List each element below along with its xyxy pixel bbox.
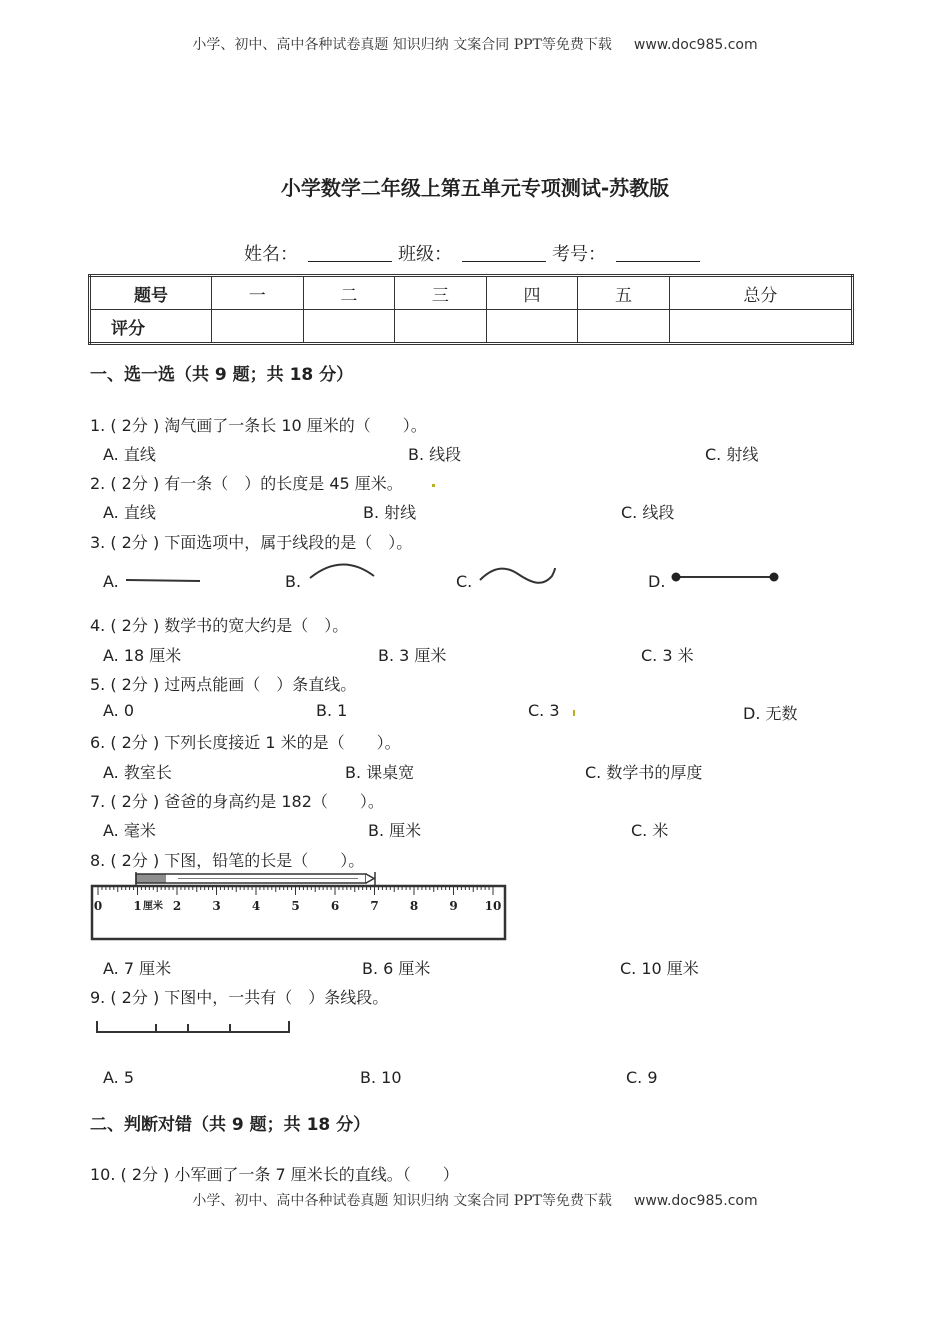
ruler-tick-label: 8 [409,899,419,913]
q6-option-c[interactable]: C. 数学书的厚度 [585,763,703,782]
score-input-cell[interactable] [578,310,670,344]
q7-option-a[interactable]: A. 毫米 [103,821,156,840]
q9-option-b[interactable]: B. 10 [360,1068,402,1087]
q9-option-c[interactable]: C. 9 [626,1068,658,1087]
ruler-with-pencil-figure [88,872,510,944]
question-6-stem: 6. ( 2分 ) 下列长度接近 1 米的是（ ）。 [90,733,401,752]
q8-option-a[interactable]: A. 7 厘米 [103,959,172,978]
q8-option-c[interactable]: C. 10 厘米 [620,959,699,978]
score-table-header-row [90,276,853,310]
segment-with-endpoints-figure [668,568,784,588]
q7-option-b[interactable]: B. 厘米 [368,821,422,840]
q2-option-c[interactable]: C. 线段 [621,503,675,522]
question-8-stem: 8. ( 2分 ) 下图，铅笔的长是（ ）。 [90,851,365,870]
footer-site[interactable]: www.doc985.com [633,1193,758,1209]
ruler-tick-label: 9 [449,899,458,913]
segment-points-figure [94,1018,294,1036]
score-cell: 四 [486,276,578,310]
q4-option-b[interactable]: B. 3 厘米 [378,646,447,665]
wavy-line-figure [478,562,562,588]
question-4-stem: 4. ( 2分 ) 数学书的宽大约是（ ）。 [90,616,349,635]
q5-option-c[interactable]: C. 3 [528,701,560,720]
q4-option-a[interactable]: A. 18 厘米 [103,646,182,665]
score-input-cell[interactable] [212,310,304,344]
score-input-cell[interactable] [669,310,852,344]
q7-option-c[interactable]: C. 米 [631,821,669,840]
score-cell: 题号 [90,276,212,310]
q3-option-c[interactable]: C. [456,572,473,591]
arc-figure [306,558,378,584]
speck-mark [432,484,435,487]
question-10-stem: 10. ( 2分 ) 小军画了一条 7 厘米长的直线。（ ） [90,1165,459,1184]
question-9-stem: 9. ( 2分 ) 下图中，一共有（ ）条线段。 [90,988,389,1007]
ruler-tick-label: 0 [93,899,103,913]
q5-option-a[interactable]: A. 0 [103,701,135,720]
score-table [88,274,854,345]
ruler-tick-label: 5 [291,899,300,913]
q9-option-a[interactable]: A. 5 [103,1068,135,1087]
score-table-score-row [90,310,853,344]
header-text: 小学、初中、高中各种试卷真题 知识归纳 文案合同 PPT等免费下载 [192,37,612,53]
q2-option-a[interactable]: A. 直线 [103,503,156,522]
ruler-tick-label: 4 [251,899,261,913]
score-input-cell[interactable] [395,310,487,344]
q6-option-a[interactable]: A. 教室长 [103,763,172,782]
page-title: 小学数学二年级上第五单元专项测试-苏教版 [280,176,670,200]
ruler-tick-label: 6 [330,899,340,913]
q3-option-d[interactable]: D. [648,572,666,591]
q1-option-c[interactable]: C. 射线 [705,445,759,464]
exam-label: 考号： [552,244,606,265]
pencil-icon [136,874,374,883]
class-label: 班级： [398,244,452,265]
ruler-tick-label: 3 [212,899,221,913]
score-cell: 三 [395,276,487,310]
q5-option-d[interactable]: D. 无数 [743,704,798,723]
ruler-tick-label: 1 [133,899,142,913]
question-3-stem: 3. ( 2分 ) 下面选项中，属于线段的是（ ）。 [90,533,413,552]
ruler-unit-label: 厘米 [143,901,163,912]
score-cell: 五 [578,276,670,310]
ruler-tick-label: 10 [484,899,502,913]
score-cell: 一 [212,276,304,310]
page-header [0,34,950,54]
q3-option-a[interactable]: A. [103,572,119,591]
speck-mark [573,710,575,716]
question-1-stem: 1. ( 2分 ) 淘气画了一条长 10 厘米的（ ）。 [90,416,427,435]
q1-option-b[interactable]: B. 线段 [408,445,462,464]
q1-option-a[interactable]: A. 直线 [103,445,156,464]
q6-option-b[interactable]: B. 课桌宽 [345,763,415,782]
score-input-cell[interactable] [486,310,578,344]
q8-option-b[interactable]: B. 6 厘米 [362,959,431,978]
student-info-line [0,240,950,266]
score-cell: 二 [303,276,395,310]
question-5-stem: 5. ( 2分 ) 过两点能画（ ）条直线。 [90,675,357,694]
question-2-stem: 2. ( 2分 ) 有一条（ ）的长度是 45 厘米。 [90,474,403,493]
name-label: 姓名： [244,244,298,265]
class-blank[interactable] [462,245,546,262]
exam-blank[interactable] [616,245,700,262]
q5-option-b[interactable]: B. 1 [316,701,348,720]
page-footer [0,1190,950,1210]
score-row-label: 评分 [90,310,212,344]
name-blank[interactable] [308,245,392,262]
ruler-tick-label: 7 [370,899,379,913]
header-site[interactable]: www.doc985.com [633,37,758,53]
question-7-stem: 7. ( 2分 ) 爸爸的身高约是 182（ ）。 [90,792,384,811]
section-1-heading: 一、选一选（共 9 题；共 18 分） [90,365,354,385]
footer-text: 小学、初中、高中各种试卷真题 知识归纳 文案合同 PPT等免费下载 [192,1193,612,1209]
score-cell: 总分 [669,276,852,310]
straight-line-figure [124,572,204,592]
score-input-cell[interactable] [303,310,395,344]
ruler-tick-label: 2 [172,899,182,913]
q2-option-b[interactable]: B. 射线 [363,503,417,522]
q3-option-b[interactable]: B. [285,572,302,591]
q4-option-c[interactable]: C. 3 米 [641,646,694,665]
section-2-heading: 二、判断对错（共 9 题；共 18 分） [90,1115,371,1135]
